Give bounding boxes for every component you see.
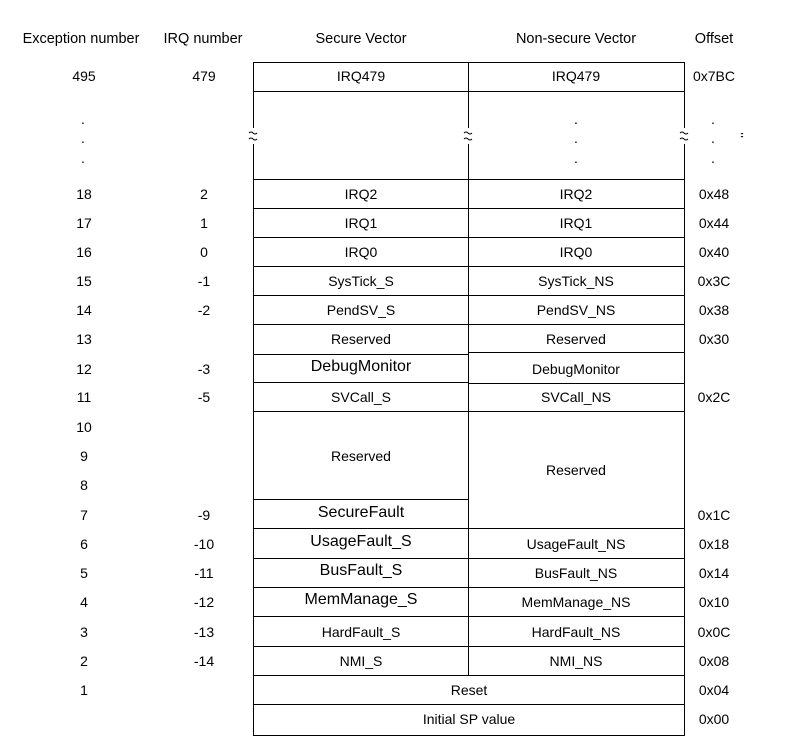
- secure-vector: Reserved: [331, 331, 391, 347]
- secure-vector: IRQ2: [344, 186, 378, 202]
- exception-number: 6: [80, 536, 88, 552]
- exception-number: 13: [76, 331, 92, 347]
- secure-vector: UsageFault_S: [310, 533, 412, 550]
- reserved-secure-block: Reserved: [331, 448, 391, 464]
- secure-vector: IRQ0: [344, 244, 378, 260]
- exception-number: 16: [76, 244, 92, 260]
- exception-number: 5: [80, 565, 88, 581]
- top-row-secure: IRQ479: [336, 68, 386, 84]
- header-nonsecure-vector: Non-secure Vector: [515, 31, 637, 47]
- offset: 0x30: [698, 331, 730, 347]
- secure-vector: MemManage_S: [304, 591, 418, 608]
- top-row-irq: 479: [192, 68, 216, 84]
- irq-number: -9: [197, 507, 211, 523]
- top-row-nonsecure: IRQ479: [551, 68, 601, 84]
- offset: 0x04: [698, 682, 730, 698]
- exception-number: 9: [80, 448, 88, 464]
- secure-vector: NMI_S: [339, 653, 383, 669]
- secure-vector: IRQ1: [344, 215, 378, 231]
- irq-number: -12: [193, 594, 215, 610]
- header-secure-vector: Secure Vector: [315, 31, 407, 47]
- offset: 0x48: [698, 186, 730, 202]
- header-irq-number: IRQ number: [163, 31, 243, 47]
- irq-number: -14: [193, 653, 215, 669]
- nonsecure-vector: Reserved: [546, 331, 606, 347]
- top-row-offset: 0x7BC: [692, 68, 736, 84]
- exception-number: 2: [80, 653, 88, 669]
- secure-vector: HardFault_S: [321, 624, 401, 640]
- exception-number: 11: [76, 389, 92, 405]
- offset: 0x0C: [697, 624, 731, 640]
- offset: 0x44: [698, 215, 730, 231]
- nonsecure-vector: IRQ2: [559, 186, 593, 202]
- nonsecure-vector: SysTick_NS: [538, 273, 614, 289]
- offset: 0x1C: [697, 507, 731, 523]
- nonsecure-vector: MemManage_NS: [521, 594, 631, 610]
- irq-number: -13: [193, 624, 215, 640]
- reserved-nonsecure-block: Reserved: [546, 462, 606, 478]
- secure-vector: DebugMonitor: [310, 358, 412, 375]
- offset: 0x08: [698, 653, 730, 669]
- irq-number: 0: [200, 244, 208, 260]
- irq-number: -1: [197, 273, 211, 289]
- nonsecure-vector: HardFault_NS: [531, 624, 621, 640]
- ellipsis-dot: .: [574, 130, 578, 146]
- exception-number: 8: [80, 477, 88, 493]
- ellipsis-dot: .: [81, 130, 85, 146]
- ellipsis-dot: .: [574, 111, 578, 127]
- nonsecure-vector: NMI_NS: [549, 653, 603, 669]
- ellipsis-dot: .: [711, 111, 715, 127]
- ellipsis-dot: .: [574, 150, 578, 166]
- initial-sp-value: Initial SP value: [422, 711, 516, 727]
- ellipsis-dot: .: [81, 111, 85, 127]
- exception-number: 15: [76, 273, 92, 289]
- header-exception-number: Exception number: [22, 31, 140, 47]
- irq-number: 1: [200, 215, 208, 231]
- offset: 0x18: [698, 536, 730, 552]
- secure-vector: BusFault_S: [319, 562, 403, 579]
- irq-number: -2: [197, 302, 211, 318]
- nonsecure-vector: PendSV_NS: [536, 302, 616, 318]
- exception-number: 12: [76, 361, 92, 377]
- nonsecure-vector: BusFault_NS: [534, 565, 618, 581]
- exception-number: 18: [76, 186, 92, 202]
- ellipsis-dot: .: [81, 150, 85, 166]
- nonsecure-vector: DebugMonitor: [532, 361, 620, 377]
- secure-vector: SysTick_S: [328, 273, 394, 289]
- irq-number: -10: [193, 536, 215, 552]
- ellipsis-dot: .: [711, 130, 715, 146]
- offset: 0x3C: [697, 273, 731, 289]
- offset: 0x40: [698, 244, 730, 260]
- exception-number: 3: [80, 624, 88, 640]
- exception-number: 7: [80, 507, 88, 523]
- nonsecure-vector: UsageFault_NS: [526, 536, 626, 552]
- secure-vector: SVCall_S: [331, 389, 391, 405]
- nonsecure-vector: IRQ1: [559, 215, 593, 231]
- nonsecure-vector: SVCall_NS: [540, 389, 612, 405]
- secure-vector: SecureFault: [317, 504, 405, 521]
- nonsecure-vector: IRQ0: [559, 244, 593, 260]
- exception-number: 4: [80, 594, 88, 610]
- irq-number: -11: [194, 565, 214, 581]
- top-row-exception: 495: [72, 68, 96, 84]
- irq-number: -5: [197, 389, 211, 405]
- exception-number: 10: [76, 419, 92, 435]
- exception-number: 14: [76, 302, 92, 318]
- offset: 0x2C: [697, 389, 731, 405]
- secure-vector: PendSV_S: [326, 302, 396, 318]
- offset: 0x14: [698, 565, 730, 581]
- header-offset: Offset: [694, 31, 734, 47]
- irq-number: -3: [197, 361, 211, 377]
- ellipsis-dot: .: [711, 150, 715, 166]
- offset: 0x00: [698, 711, 730, 727]
- irq-number: 2: [200, 186, 208, 202]
- exception-number: 17: [76, 215, 92, 231]
- offset: 0x38: [698, 302, 730, 318]
- offset: 0x10: [698, 594, 730, 610]
- reset-vector: Reset: [450, 682, 488, 698]
- exception-number: 1: [80, 682, 88, 698]
